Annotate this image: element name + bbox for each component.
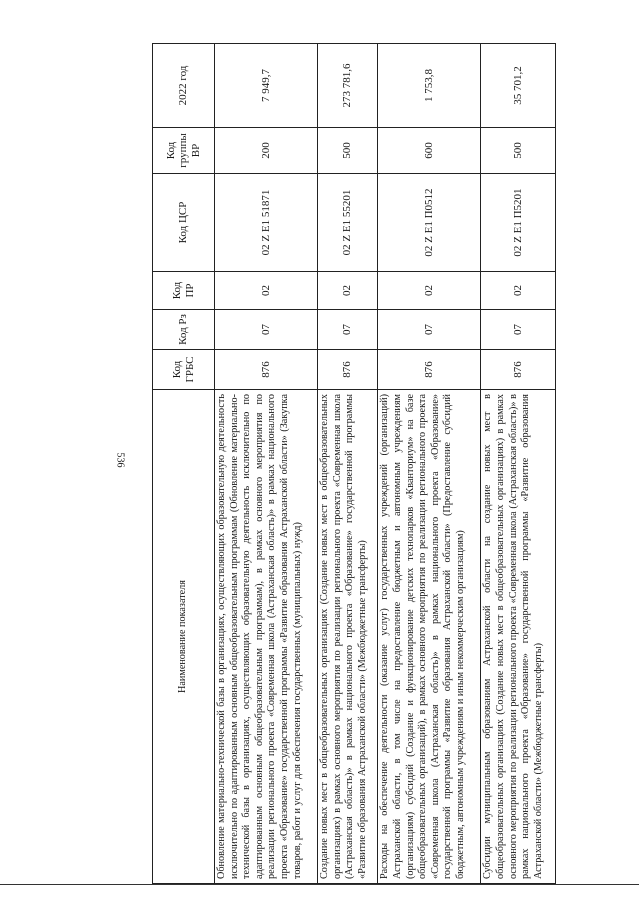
row-vr: 600 <box>378 128 481 174</box>
row-pr: 02 <box>318 272 378 310</box>
table-row <box>318 44 378 884</box>
row-grbs: 876 <box>215 350 318 390</box>
header-year: 2022 год <box>153 44 215 128</box>
header-rz: Код Рз <box>153 310 215 350</box>
table-row <box>215 44 318 884</box>
table-row <box>481 44 556 884</box>
header-vr: Код группы ВР <box>153 128 215 174</box>
row-year: 35 701,2 <box>481 44 556 128</box>
row-csr: 02 Z E1 П5201 <box>481 174 556 272</box>
budget-table <box>152 43 556 884</box>
header-name: Наименование показателя <box>153 390 215 884</box>
row-name: Расходы на обеспечение деятельности (оказание услуг) государственных учреждений (организаций) Астраханской области, в том числе на предоставление бюджетным и автономным учреждениям (организациям) субсидий (Создание и функционирование детских технопарков «Кванториум» на базе общеобразовательных организаций), в рамках основного мероприятия по реализации регионального проекта «Современная школа (Астраханская область)» в рамках национального проекта «Образование» государственной программы «Развитие образования Астраханской области» (Предоставление субсидий бюджетным, автономным учреждениям и иным некоммерческим организациям) <box>378 390 481 884</box>
table-row <box>378 44 481 884</box>
row-year: 7 949,7 <box>215 44 318 128</box>
row-rz: 07 <box>378 310 481 350</box>
row-pr: 02 <box>481 272 556 310</box>
row-name: Субсидии муниципальным образованиям Астраханской области на создание новых мест в общеобразовательных организациях (Создание новых мест в общеобразовательных организациях) в рамках основного мероприятия по реализации регионального проекта «Современная школа (Астраханская область)» в рамках национального проекта «Образование» государственной программы «Развитие образования Астраханской области» (Межбюджетные трансферты) <box>481 390 556 884</box>
header-row <box>153 44 215 884</box>
row-grbs: 876 <box>318 350 378 390</box>
page-bottom-rule <box>0 884 639 885</box>
row-name: Создание новых мест в общеобразовательных организациях (Создание новых мест в общеобразовательных организациях) в рамках основного мероприятия по реализации регионального проекта «Современная школа (Астраханская область)» в рамках национального проекта «Образование» государственной программы «Развитие образования Астраханской области» (Межбюджетные трансферты) <box>318 390 378 884</box>
row-vr: 200 <box>215 128 318 174</box>
header-pr: Код ПР <box>153 272 215 310</box>
row-csr: 02 Z E1 55201 <box>318 174 378 272</box>
header-grbs: Код ГРБС <box>153 350 215 390</box>
row-name: Обновление материально-технической базы в организациях, осуществляющих образовательную деятельность исключительно по адаптированным основным общеобразовательным программам (Обновление материально-технической базы в организациях, осуществляющих образовательную деятельность исключительно по адаптированным основным общеобразовательным программам), в рамках основного мероприятия по реализации регионального проекта «Современная школа (Астраханская область)» в рамках национального проекта «Образование» государственной программы «Развитие образования Астраханской области» (Закупка товаров, работ и услуг для обеспечения государственных (муниципальных) нужд) <box>215 390 318 884</box>
row-grbs: 876 <box>378 350 481 390</box>
row-csr: 02 Z E1 51871 <box>215 174 318 272</box>
rotated-table-container <box>152 44 556 884</box>
row-csr: 02 Z E1 П0512 <box>378 174 481 272</box>
row-vr: 500 <box>481 128 556 174</box>
row-vr: 500 <box>318 128 378 174</box>
row-pr: 02 <box>215 272 318 310</box>
row-rz: 07 <box>318 310 378 350</box>
row-year: 273 781,6 <box>318 44 378 128</box>
row-year: 1 753,8 <box>378 44 481 128</box>
row-rz: 07 <box>215 310 318 350</box>
page-number: 536 <box>114 452 126 468</box>
header-csr: Код ЦСР <box>153 174 215 272</box>
row-grbs: 876 <box>481 350 556 390</box>
row-pr: 02 <box>378 272 481 310</box>
row-rz: 07 <box>481 310 556 350</box>
